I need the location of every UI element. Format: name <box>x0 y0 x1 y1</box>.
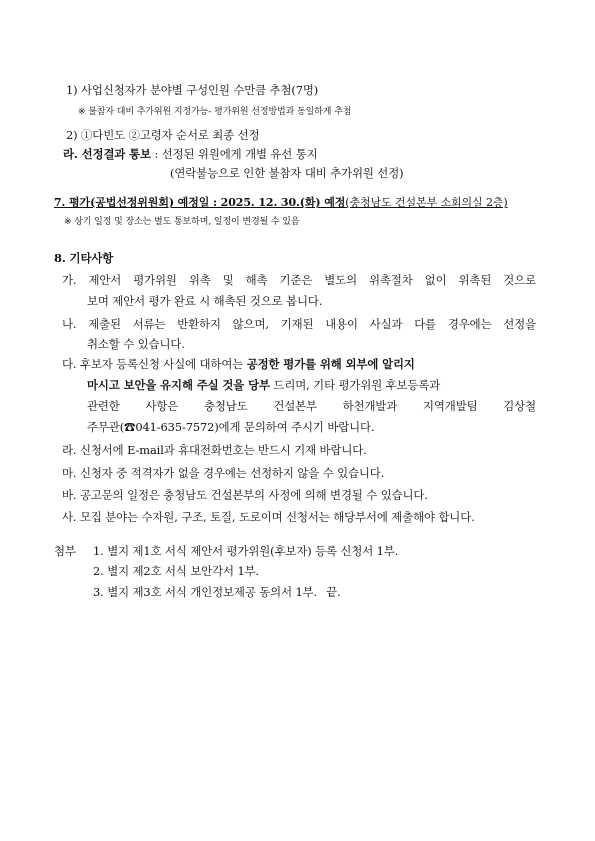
item-da-line-2 <box>87 377 440 393</box>
item-da-line-4: 주무관(☎041-635-7572)에게 문의하여 주시기 바랍니다. <box>87 420 375 434</box>
step-1-note: ※ 불참자 대비 추가위원 지정가능- 평가위원 선정방법과 동일하게 추첨 <box>78 107 352 117</box>
item-na-line-2: 취소할 수 있습니다. <box>87 337 185 351</box>
attachment-1: 1. 별지 제1호 서식 제안서 평가위원(후보자) 등록 신청서 1부. <box>93 544 399 558</box>
attachment-label: 첨부 <box>54 544 76 558</box>
evaluation-heading: 7. 평가(공법선정위원회) 예정일 <box>54 196 210 209</box>
attachment-3 <box>93 584 341 600</box>
item-ga-line-2: 보며 제안서 평가 완료 시 해촉된 것으로 봅니다. <box>87 294 323 308</box>
item-da-line-3: 관련한 사항은 충청남도 건설본부 하천개발과 지역개발팀 김상철 <box>87 399 536 413</box>
item-ga-line-1: 가. 제안서 평가위원 위촉 및 해촉 기준은 별도의 위촉절차 없이 위촉된 것으로 <box>62 273 536 287</box>
section-8-title: 8. 기타사항 <box>54 251 114 265</box>
step-1-text: 1) 사업신청자가 분야별 구성인원 수만큼 추첨(7명) <box>66 83 319 97</box>
item-ma: 마. 신청자 중 적격자가 없을 경우에는 선정하지 않을 수 있습니다. <box>62 466 385 480</box>
result-notice-sub: (연락불능으로 인한 불참자 대비 추가위원 선정) <box>170 166 404 180</box>
item-ra: 라. 신청서에 E-mail과 휴대전화번호는 반드시 기재 바랍니다. <box>62 443 367 457</box>
evaluation-date: : 2025. 12. 30.(화) 예정 <box>209 196 346 209</box>
item-na-line-1: 나. 제출된 서류는 반환하지 않으며, 기재된 내용이 사실과 다를 경우에는 선정을 <box>62 317 536 331</box>
result-notice-label: 라. 선정결과 통보 <box>63 147 151 161</box>
evaluation-place: (충청남도 건설본부 소회의실 2층) <box>345 196 508 209</box>
item-da-line-1 <box>62 356 415 372</box>
item-da-line-1-text: 다. 후보자 등록신청 사실에 대하여는 <box>62 357 247 371</box>
item-da-emphasis-2: 마시고 보안을 유지해 주실 것을 당부 <box>87 378 270 392</box>
evaluation-note: ※ 상기 일정 및 장소는 별도 통보하며, 일정이 변경될 수 있음 <box>64 217 300 227</box>
attachment-3-text: 3. 별지 제3호 서식 개인정보제공 동의서 1부. <box>93 585 318 599</box>
result-notice-text: : 선정된 위원에게 개별 유선 통지 <box>150 147 318 161</box>
item-da-line-2-text: 드리며, 기타 평가위원 후보등록과 <box>269 378 441 392</box>
step-2-text: 2) ①다빈도 ②고령자 순서로 최종 선정 <box>66 128 260 142</box>
item-ba: 바. 공고문의 일정은 충청남도 건설본부의 사정에 의해 변경될 수 있습니다. <box>62 488 428 502</box>
end-mark: 끝. <box>326 585 341 599</box>
evaluation-date-heading <box>54 195 508 211</box>
item-da-emphasis-1: 공정한 평가를 위해 외부에 알리지 <box>246 357 415 371</box>
result-notice <box>63 146 318 162</box>
item-sa: 사. 모집 분야는 수자원, 구조, 토질, 도로이며 신청서는 해당부서에 제출해야 합니다. <box>62 510 475 524</box>
attachment-2: 2. 별지 제2호 서식 보안각서 1부. <box>93 564 260 578</box>
